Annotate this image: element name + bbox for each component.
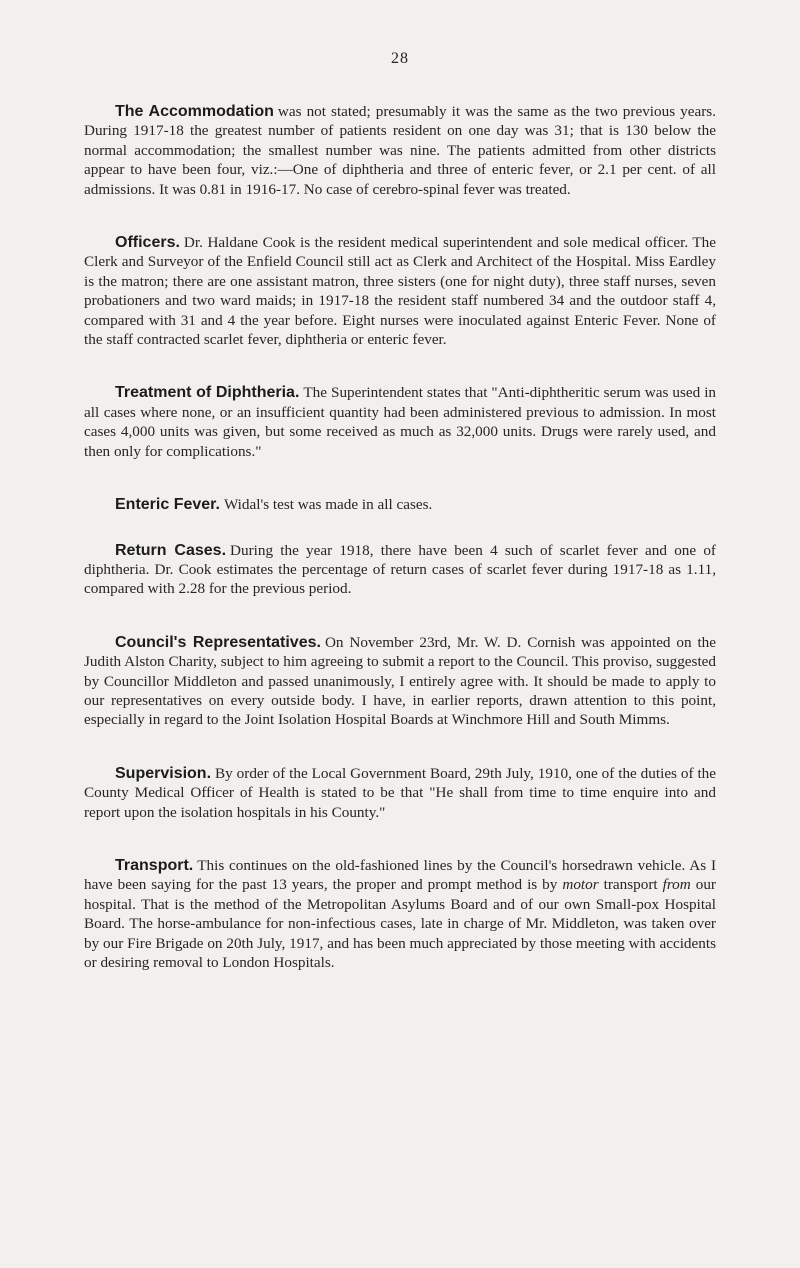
body-text: During the year 1918, there have been 4 such of scarlet fever and one of diphtheria. Dr. Cook estimates the percentage of return cases of scarlet fever during 1917-18 as 1.11, compared with 2.28 for the previous period. xyxy=(84,541,716,598)
body-text: transport xyxy=(598,876,663,894)
section-paragraph xyxy=(84,495,716,514)
section-6 xyxy=(84,764,716,822)
section-paragraph xyxy=(84,383,716,461)
body-text: On November 23rd, Mr. W. D. Cornish was appointed on the Judith Alston Charity, subject to him agreeing to submit a report to the Council. This proviso, suggested by Councillor Middleton and passed unanimously, I entirely agree with. It should be made to apply to our representatives on every outside body. I have, in earlier reports, drawn attention to this point, especially in regard to the Joint Isolation Hospital Boards at Winchmore Hill and South Mimms. xyxy=(84,633,716,729)
section-paragraph xyxy=(84,633,716,730)
section-2 xyxy=(84,383,716,461)
body-text: By order of the Local Government Board, 29th July, 1910, one of the duties of the County Medical Officer of Health is stated to be that "He shall from time to time enquire into and report upon the isolation hospitals in his County." xyxy=(84,764,716,821)
section-7 xyxy=(84,856,716,972)
section-0 xyxy=(84,102,716,199)
body-text: Dr. Haldane Cook is the resident medical superintendent and sole medical officer. The Clerk and Surveyor of the Enfield Council still act as Clerk and Architect of the Hospital. Miss Eardley is the matron; there are one assistant matron, three sisters (one for night duty), three staff nurses, seven probationers and two ward maids; in 1917-18 the resident staff numbered 34 and the outdoor staff 4, compared with 31 and 4 the year before. Eight nurses were inoculated against Enteric Fever. None of the staff contracted scarlet fever, diphtheria or enteric fever. xyxy=(84,234,716,349)
section-paragraph xyxy=(84,541,716,599)
section-4 xyxy=(84,541,716,599)
section-paragraph xyxy=(84,233,716,349)
section-heading: Treatment of Diphtheria. xyxy=(115,384,300,402)
section-heading: Council's Representatives. xyxy=(115,633,321,651)
document-body xyxy=(84,102,716,972)
body-text: Widal's test was made in all cases. xyxy=(223,496,433,514)
section-heading: Transport. xyxy=(115,856,194,874)
section-heading: Officers. xyxy=(115,234,180,252)
section-heading: Enteric Fever. xyxy=(115,496,220,514)
emphasis-text: from xyxy=(662,876,691,894)
page-number: 28 xyxy=(391,50,409,67)
section-1 xyxy=(84,233,716,349)
emphasis-text: motor xyxy=(562,876,599,894)
section-paragraph xyxy=(84,102,716,199)
section-3 xyxy=(84,495,716,514)
section-5 xyxy=(84,633,716,730)
section-paragraph xyxy=(84,764,716,822)
body-text: was not stated; presumably it was the same as the two previous years. During 1917-18 the greatest number of patients resident on one day was 31; that is 130 below the normal accommodation; the smallest number was nine. The patients admitted from other districts appear to have been four, viz.:—One of diphtheria and three of enteric fever, or 2.1 per cent. of all admissions. It was 0.81 in 1916-17. No case of cerebro-spinal fever was treated. xyxy=(84,103,717,198)
body-text: our hospital. That is the method of the Metropolitan Asylums Board and of our own Small-pox Hospital Board. The horse-ambulance for non-infectious cases, late in charge of Mr. Middleton, was taken over by our Fire Brigade on 20th July, 1917, and has been much appreciated by those meeting with accidents or desiring removal to London Hospitals. xyxy=(84,876,716,971)
section-heading: Supervision. xyxy=(115,764,212,782)
section-paragraph xyxy=(84,856,716,972)
body-text: The Superintendent states that "Anti-diphtheritic serum was used in all cases where none, or an insufficient quantity had been administered previous to admission. In most cases 4,000 units was given, but some received as much as 32,000 units. Drugs were rarely used, and then only for complications." xyxy=(84,384,717,460)
section-heading: Return Cases. xyxy=(115,541,227,559)
section-heading: The Accommodation xyxy=(115,103,274,120)
body-text: This continues on the old-fashioned lines by the Council's horsedrawn vehicle. As I have been saying for the past 13 years, the proper and prompt method is by xyxy=(84,856,716,894)
